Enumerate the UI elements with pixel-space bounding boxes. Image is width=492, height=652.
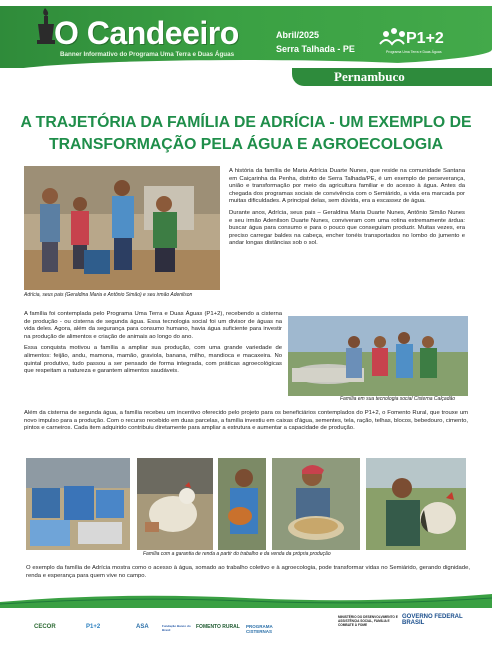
- photo-water-tanks: [26, 458, 130, 550]
- paragraph-closing: O exemplo da família de Adrícia mostra como o acesso à água, somado ao trabalho coletivo e à agroecologia, pode transformar vidas no Semiárido, gerando dignidade, renda e esperança para quem vive no campo.: [26, 565, 470, 579]
- article-title: A TRAJETÓRIA DA FAMÍLIA DE ADRÍCIA - UM EXEMPLO DE TRANSFORMAÇÃO PELA ÁGUA E AGROECOLOGIA: [20, 114, 472, 153]
- photo-cistern-caption: Família em sua tecnologia social Cisterna Calçadão: [340, 396, 456, 402]
- program-text: [24, 311, 282, 380]
- masthead-subtitle: Banner Informativo do Programa Uma Terra e Duas Águas: [60, 51, 235, 58]
- logo-programa-cisternas: PROGRAMA CISTERNAS: [246, 624, 273, 634]
- issue-place: Serra Talhada - PE: [276, 44, 355, 54]
- intro-text: [229, 168, 465, 252]
- logo-ministerio: MINISTÉRIO DO DESENVOLVIMENTO E ASSISTÊNCIA SOCIAL, FAMÍLIA E COMBATE À FOME: [338, 615, 398, 627]
- fomento-text: [24, 410, 468, 437]
- issue-date: Abril/2025: [276, 30, 320, 40]
- state-tag: Pernambuco: [292, 68, 492, 86]
- logo-asa: ASA: [136, 624, 149, 630]
- paragraph-fomento: Além da cisterna de segunda água, a família recebeu um incentivo oferecido pelo projeto para os beneficiários contemplados do P1+2, o Fomento Rural, que trouxe um novo impulso para a produção. Com o recurso recebido em duas parcelas, a família investiu em caixas d'água, sementes, tela, ração, telhas, blocos, bebedouro, cimento, pintos e carneiros. Cada item adquirido contribuiu diretamente para ampliar a estrutura e aumentar a capacidade de produção.: [24, 410, 468, 432]
- photo-woman-with-grain: [272, 458, 360, 550]
- logo-governo-federal: GOVERNO FEDERAL BRASIL: [402, 614, 463, 626]
- paragraph-hardship: Durante anos, Adrícia, seus pais – Geraldina Maria Duarte Nunes, Antônio Simão Nunes e seu irmão Adenilson Duarte Nunes, conviveram com uma rotina extremamente árdua: buscar água para consumo e para o pouco que conseguiam produzir. Muitas vezes, era preciso carregar baldes na cabeça, encher tonéis transportados no lombo do jumento e andar longas distâncias sob o sol.: [229, 209, 465, 247]
- photo-chicken: [137, 458, 213, 550]
- photo-man-with-hen: [218, 458, 266, 550]
- photo-family-portrait: [24, 166, 220, 290]
- p1-2-logo-subtext: Programa Uma Terra e Duas Águas: [386, 50, 442, 54]
- photo-row-caption: Família com a garantia de renda a partir do trabalho e da venda da própria produção: [143, 551, 331, 557]
- header: [0, 0, 492, 84]
- photo-cistern: [288, 316, 468, 396]
- logo-fundacao-bb: Fundação Banco do Brasil: [162, 624, 191, 632]
- footer-wave: [0, 590, 492, 608]
- logo-p1-2: P1+2: [86, 624, 101, 630]
- photo-woman-with-rooster: [366, 458, 466, 550]
- paragraph-history: A história da família de Maria Adrícia Duarte Nunes, que reside na comunidade Santana em Caiçarinha da Penha, distrito de Serra Talhada/PE, é um exemplo de perseverança, união e transformação por meio da agricultura familiar e do acesso à água. Antes da chegada dos programas sociais de convivência com o Semiárido, a vida era marcada por muitas dificuldades. A principal delas, sem dúvida, era a escassez de água.: [229, 168, 465, 205]
- footer-logos: [0, 612, 492, 652]
- masthead: O Candeeiro: [54, 15, 239, 51]
- p1-2-logo-text: P1+2: [406, 30, 444, 47]
- logo-cecor: CECOR: [34, 624, 56, 630]
- photo-family-portrait-caption: Adrícia, seus pais (Geraldina Maria e Antônio Simão) e seu irmão Adenilson: [24, 292, 193, 298]
- paragraph-production: Essa conquista motivou a família a ampliar sua produção, com uma grande variedade de alimentos: feijão, andu, mamona, mamão, graviola, banana, milho, mandioca e macaxeira. No quintal produtivo, tudo passou a ser pensado de forma integrada, com práticas agroecológicas que respeitam a natureza e garantem alimentos saudáveis.: [24, 345, 282, 375]
- logo-fomento-rural: FOMENTO RURAL: [196, 624, 240, 630]
- paragraph-program: A família foi contemplada pelo Programa Uma Terra e Duas Águas (P1+2), recebendo a cisterna de produção - ou cisterna de segunda água. Essa tecnologia social foi um divisor de águas na vida deles. Agora, além da segurança para consumo humano, havia água suficiente para investir na produção de alimentos e criação de animais ao longo do ano.: [24, 311, 282, 340]
- closing-text: [26, 565, 470, 584]
